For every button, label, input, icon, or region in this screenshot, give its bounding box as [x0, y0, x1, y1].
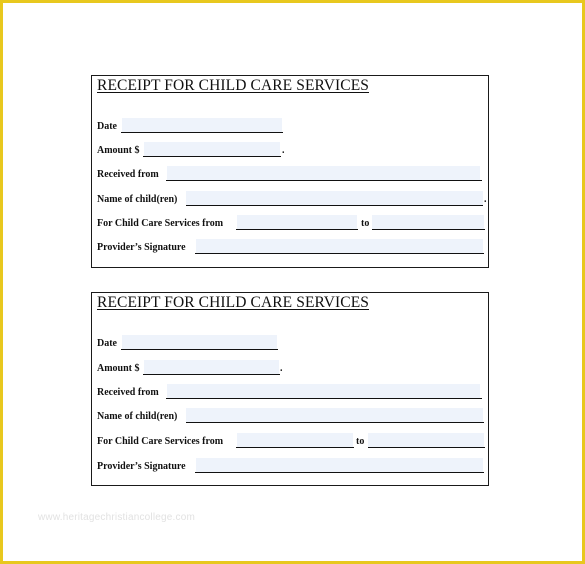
amount-label: Amount $: [97, 363, 140, 374]
watermark-text: www.heritagechristiancollege.com: [38, 512, 196, 523]
date-field[interactable]: [122, 335, 277, 349]
amount-line: [143, 374, 280, 375]
date-field[interactable]: [122, 118, 282, 132]
received-label: Received from: [97, 169, 159, 180]
received-field[interactable]: [167, 384, 480, 398]
services-to-field[interactable]: [368, 433, 484, 447]
amount-period: .: [282, 145, 285, 156]
services-label: For Child Care Services from: [97, 436, 224, 447]
services-from-line: [236, 447, 354, 448]
children-field[interactable]: [186, 408, 483, 422]
amount-field[interactable]: [144, 142, 280, 156]
date-label: Date: [97, 338, 117, 349]
services-to-line: [372, 229, 485, 230]
services-to-label: to: [361, 218, 370, 229]
services-to-label: to: [356, 436, 365, 447]
signature-label: Provider’s Signature: [97, 461, 186, 472]
services-label: For Child Care Services from: [97, 218, 224, 229]
receipt-title: RECEIPT FOR CHILD CARE SERVICES: [97, 294, 369, 311]
date-label: Date: [97, 121, 117, 132]
signature-label: Provider’s Signature: [97, 242, 186, 253]
received-field[interactable]: [167, 166, 480, 180]
services-to-line: [368, 447, 485, 448]
services-to-field[interactable]: [372, 215, 484, 229]
children-line: [186, 205, 483, 206]
signature-line: [195, 253, 484, 254]
services-from-line: [236, 229, 358, 230]
services-from-field[interactable]: [237, 215, 357, 229]
received-label: Received from: [97, 387, 159, 398]
children-label: Name of child(ren): [97, 194, 178, 205]
amount-period: .: [280, 363, 283, 374]
signature-field[interactable]: [196, 458, 483, 472]
services-from-field[interactable]: [237, 433, 353, 447]
children-label: Name of child(ren): [97, 411, 178, 422]
children-period: .: [484, 194, 487, 205]
date-line: [121, 132, 283, 133]
amount-label: Amount $: [97, 145, 140, 156]
date-line: [121, 349, 278, 350]
receipt-card-1: [91, 75, 489, 268]
signature-line: [195, 472, 484, 473]
children-line: [186, 422, 484, 423]
signature-field[interactable]: [196, 239, 483, 253]
receipt-title: RECEIPT FOR CHILD CARE SERVICES: [97, 77, 369, 94]
received-line: [166, 180, 482, 181]
received-line: [166, 398, 482, 399]
receipt-card-2: [91, 292, 489, 486]
amount-line: [143, 156, 281, 157]
amount-field[interactable]: [144, 360, 279, 374]
children-field[interactable]: [186, 191, 483, 205]
